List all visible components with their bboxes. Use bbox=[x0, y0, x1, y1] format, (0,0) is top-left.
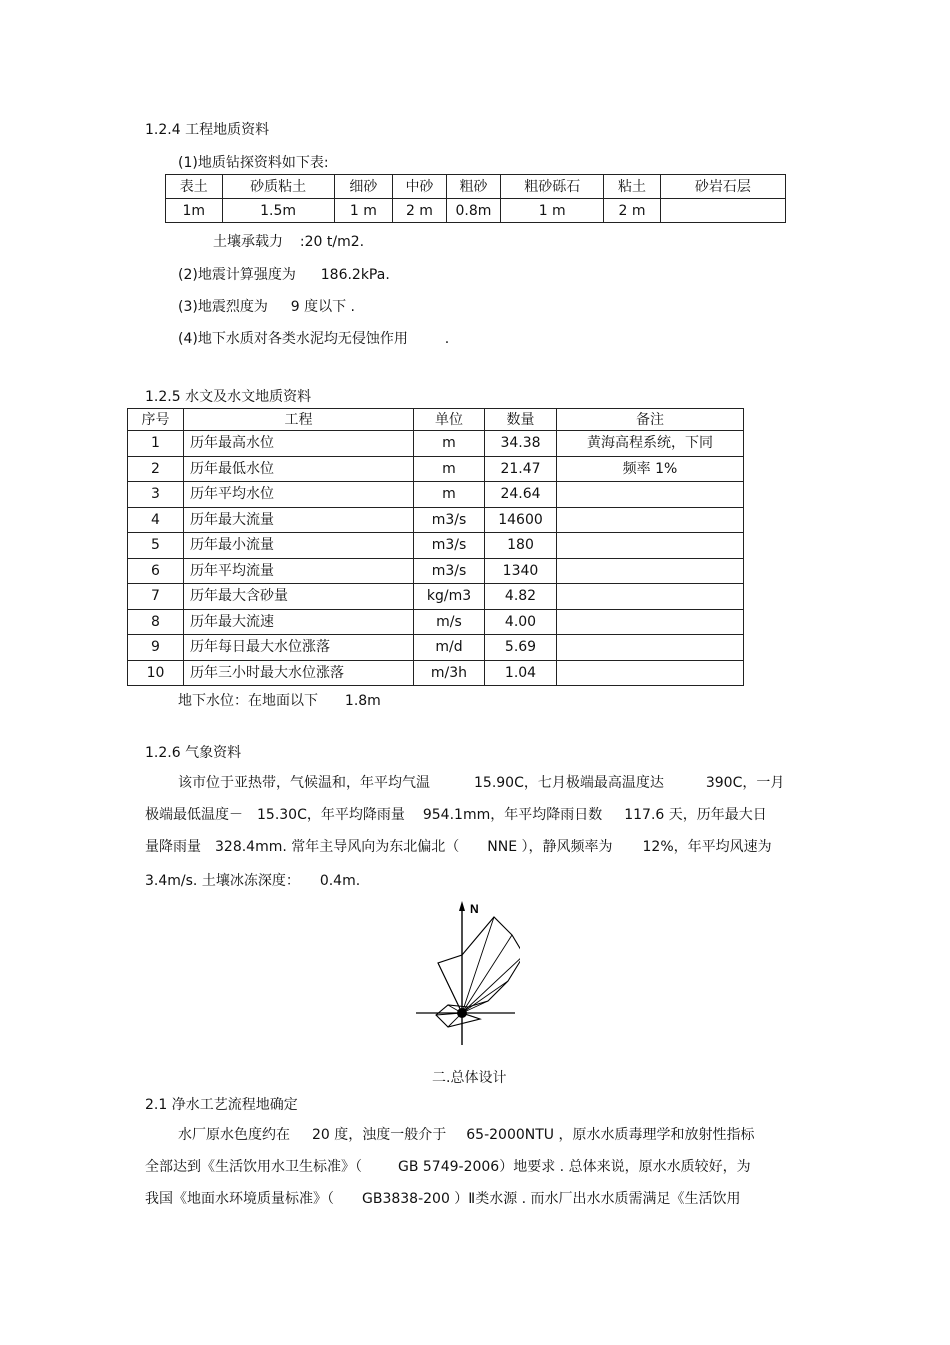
climate-text: 该市位于亚热带，气候温和，年平均气温 bbox=[178, 775, 430, 791]
hydrology-row bbox=[128, 533, 744, 559]
climate-line-2 bbox=[145, 808, 767, 822]
hydrology-cell: 历年最低水位 bbox=[184, 456, 414, 482]
geology-value: 0.8m bbox=[446, 199, 501, 223]
hydrology-cell: 黄海高程系统，下同 bbox=[557, 431, 744, 457]
seismic-intensity-label: (3)地震烈度为 bbox=[178, 299, 268, 315]
geology-value bbox=[660, 199, 785, 223]
wind-rose-spokes bbox=[436, 917, 520, 1027]
groundwater-level-label: 地下水位：在地面以下 bbox=[178, 693, 318, 709]
process-text: 水厂原水色度约在 bbox=[178, 1127, 290, 1143]
climate-line-3 bbox=[145, 840, 772, 854]
hydrology-cell bbox=[557, 635, 744, 661]
seismic-strength-value: 186.2kPa. bbox=[320, 267, 390, 283]
wind-rose-center bbox=[457, 1008, 467, 1018]
geology-header: 粗砂 bbox=[446, 175, 501, 199]
hydrology-cell: 1 bbox=[128, 431, 184, 457]
geology-intro: (1)地质钻探资料如下表: bbox=[178, 155, 329, 171]
section-heading-1-2-4: 1.2.4 工程地质资料 bbox=[145, 122, 270, 138]
hydrology-cell: 历年平均水位 bbox=[184, 482, 414, 508]
hydrology-table bbox=[127, 408, 744, 686]
hydrology-row bbox=[128, 635, 744, 661]
geology-value: 1 m bbox=[334, 199, 393, 223]
groundwater-corrosion-label: (4)地下水质对各类水泥均无侵蚀作用 bbox=[178, 331, 408, 347]
hydrology-cell: 历年平均流量 bbox=[184, 558, 414, 584]
process-line-1 bbox=[178, 1128, 754, 1142]
process-line-3 bbox=[145, 1192, 741, 1206]
climate-text: 15.90C，七月极端最高温度达 bbox=[474, 775, 664, 791]
hydrology-cell: m/3h bbox=[414, 660, 485, 686]
hydrology-cell: 3 bbox=[128, 482, 184, 508]
climate-text: 15.30C，年平均降雨量 bbox=[257, 807, 405, 823]
geology-table bbox=[165, 174, 786, 223]
hydrology-row bbox=[128, 584, 744, 610]
hydrology-cell: 180 bbox=[485, 533, 557, 559]
wind-rose-outline bbox=[436, 917, 520, 1027]
hydrology-cell: 2 bbox=[128, 456, 184, 482]
hydrology-cell bbox=[557, 533, 744, 559]
hydrology-cell: 历年最小流量 bbox=[184, 533, 414, 559]
geology-header: 粘土 bbox=[604, 175, 661, 199]
hydrology-cell bbox=[557, 558, 744, 584]
hydrology-cell: 9 bbox=[128, 635, 184, 661]
geology-header: 砂质粘土 bbox=[222, 175, 334, 199]
north-label: N bbox=[470, 902, 479, 916]
hydrology-cell: kg/m3 bbox=[414, 584, 485, 610]
hydrology-cell: m bbox=[414, 482, 485, 508]
climate-line-1 bbox=[178, 776, 784, 790]
north-arrow-icon bbox=[459, 901, 465, 911]
hydrology-cell: 历年每日最大水位涨落 bbox=[184, 635, 414, 661]
section-heading-1-2-6: 1.2.6 气象资料 bbox=[145, 745, 242, 761]
geology-value: 1 m bbox=[501, 199, 604, 223]
process-text: 65-2000NTU ，原水水质毒理学和放射性指标 bbox=[466, 1127, 755, 1143]
geology-header: 细砂 bbox=[334, 175, 393, 199]
groundwater-level bbox=[178, 694, 381, 708]
seismic-intensity-value: 9 度以下 . bbox=[290, 299, 356, 315]
hydrology-cell: m/s bbox=[414, 609, 485, 635]
hydrology-cell: 7 bbox=[128, 584, 184, 610]
hydrology-cell: 5.69 bbox=[485, 635, 557, 661]
geology-value: 1m bbox=[166, 199, 223, 223]
process-line-2 bbox=[145, 1160, 751, 1174]
groundwater-corrosion-value: . bbox=[444, 331, 450, 347]
hydrology-row bbox=[128, 507, 744, 533]
hydrology-cell: m bbox=[414, 456, 485, 482]
hydrology-row bbox=[128, 482, 744, 508]
hydrology-cell: 8 bbox=[128, 609, 184, 635]
seismic-strength-label: (2)地震计算强度为 bbox=[178, 267, 296, 283]
soil-bearing-value: :20 t/m2. bbox=[299, 234, 365, 250]
process-text: GB3838-200 ）Ⅱ类水源 . 而水厂出水水质需满足《生活饮用 bbox=[362, 1191, 741, 1207]
hydrology-header: 工程 bbox=[184, 409, 414, 431]
climate-text: 12%，年平均风速为 bbox=[642, 839, 772, 855]
hydrology-row bbox=[128, 558, 744, 584]
hydrology-cell: 34.38 bbox=[485, 431, 557, 457]
hydrology-header: 序号 bbox=[128, 409, 184, 431]
hydrology-cell: 4.82 bbox=[485, 584, 557, 610]
climate-text: 954.1mm，年平均降雨日数 bbox=[422, 807, 603, 823]
climate-text: 0.4m. bbox=[319, 873, 361, 889]
process-text: 我国《地面水环境质量标准》（ bbox=[145, 1191, 334, 1207]
seismic-strength bbox=[178, 268, 390, 282]
climate-text: 3.4m/s. 土壤冰冻深度： bbox=[145, 873, 300, 889]
hydrology-cell: m3/s bbox=[414, 507, 485, 533]
hydrology-cell bbox=[557, 482, 744, 508]
hydrology-header: 单位 bbox=[414, 409, 485, 431]
climate-line-4 bbox=[145, 874, 360, 888]
hydrology-cell: m/d bbox=[414, 635, 485, 661]
climate-text: 极端最低温度－ bbox=[145, 807, 243, 823]
soil-bearing-label: 土壤承载力 bbox=[213, 234, 283, 250]
hydrology-cell: 5 bbox=[128, 533, 184, 559]
hydrology-cell: 14600 bbox=[485, 507, 557, 533]
climate-text: NNE ），静风频率为 bbox=[487, 839, 613, 855]
hydrology-cell: 21.47 bbox=[485, 456, 557, 482]
climate-text: 328.4mm. 常年主导风向为东北偏北（ bbox=[215, 839, 460, 855]
hydrology-cell: 24.64 bbox=[485, 482, 557, 508]
hydrology-cell bbox=[557, 584, 744, 610]
hydrology-cell: 4 bbox=[128, 507, 184, 533]
hydrology-cell: 历年最大流速 bbox=[184, 609, 414, 635]
hydrology-header: 备注 bbox=[557, 409, 744, 431]
hydrology-cell: 历年三小时最大水位涨落 bbox=[184, 660, 414, 686]
geology-header: 粗砂砾石 bbox=[501, 175, 604, 199]
hydrology-cell bbox=[557, 507, 744, 533]
hydrology-cell: 10 bbox=[128, 660, 184, 686]
process-text: GB 5749-2006）地要求 . 总体来说，原水水质较好，为 bbox=[398, 1159, 751, 1175]
hydrology-cell: 历年最高水位 bbox=[184, 431, 414, 457]
hydrology-cell bbox=[557, 660, 744, 686]
climate-text: 390C，一月 bbox=[705, 775, 785, 791]
hydrology-header: 数量 bbox=[485, 409, 557, 431]
soil-bearing bbox=[213, 235, 364, 249]
geology-header: 中砂 bbox=[393, 175, 447, 199]
hydrology-cell bbox=[557, 609, 744, 635]
hydrology-cell: 6 bbox=[128, 558, 184, 584]
hydrology-cell: 历年最大含砂量 bbox=[184, 584, 414, 610]
hydrology-cell: m3/s bbox=[414, 558, 485, 584]
hydrology-row bbox=[128, 609, 744, 635]
geology-header-row bbox=[166, 175, 786, 199]
hydrology-cell: 4.00 bbox=[485, 609, 557, 635]
geology-value: 2 m bbox=[393, 199, 447, 223]
hydrology-cell: 1340 bbox=[485, 558, 557, 584]
section-heading-2-1: 2.1 净水工艺流程地确定 bbox=[145, 1097, 298, 1113]
geology-header: 表土 bbox=[166, 175, 223, 199]
geology-value-row bbox=[166, 199, 786, 223]
hydrology-cell: 历年最大流量 bbox=[184, 507, 414, 533]
seismic-intensity bbox=[178, 300, 355, 314]
geology-value: 1.5m bbox=[222, 199, 334, 223]
hydrology-row bbox=[128, 431, 744, 457]
hydrology-cell: 频率 1% bbox=[557, 456, 744, 482]
wind-rose-diagram bbox=[410, 895, 520, 1055]
process-text: 20 度，浊度一般介于 bbox=[312, 1127, 447, 1143]
groundwater-level-value: 1.8m bbox=[344, 693, 381, 709]
hydrology-cell: m3/s bbox=[414, 533, 485, 559]
hydrology-header-row bbox=[128, 409, 744, 431]
geology-value: 2 m bbox=[604, 199, 661, 223]
hydrology-cell: 1.04 bbox=[485, 660, 557, 686]
climate-text: 量降雨量 bbox=[145, 839, 201, 855]
hydrology-cell: m bbox=[414, 431, 485, 457]
geology-header: 砂岩石层 bbox=[660, 175, 785, 199]
climate-text: 117.6 天，历年最大日 bbox=[624, 807, 767, 823]
chapter-title: 二.总体设计 bbox=[432, 1070, 507, 1086]
process-text: 全部达到《生活饮用水卫生标准》（ bbox=[145, 1159, 362, 1175]
groundwater-corrosion bbox=[178, 332, 449, 346]
section-heading-1-2-5: 1.2.5 水文及水文地质资料 bbox=[145, 389, 312, 405]
hydrology-row bbox=[128, 660, 744, 686]
hydrology-row bbox=[128, 456, 744, 482]
